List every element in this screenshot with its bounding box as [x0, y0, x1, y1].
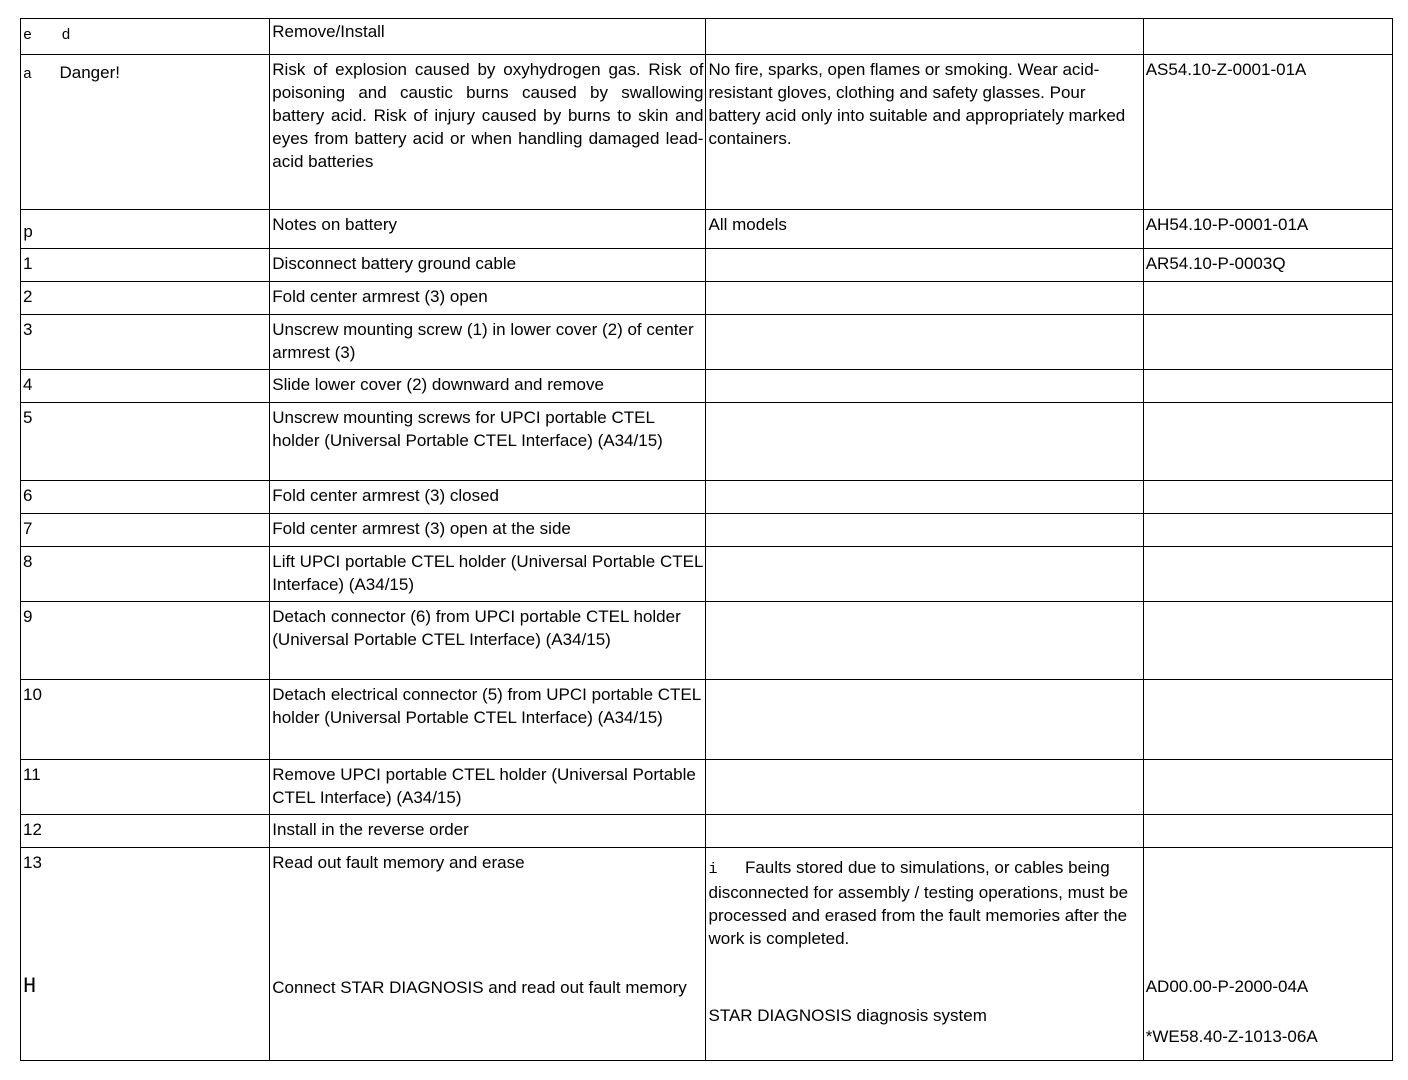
- danger-label-cell: [21, 55, 270, 210]
- step-text: Fold center armrest (3) open: [270, 282, 706, 315]
- step-number: 12: [21, 815, 270, 848]
- step-number: 7: [21, 514, 270, 547]
- step-row: [21, 370, 1393, 403]
- step-text: Lift UPCI portable CTEL holder (Universal Portable CTEL Interface) (A34/15): [270, 547, 706, 602]
- step-ref: [1143, 815, 1392, 848]
- diagnosis-symbol-icon: H: [23, 974, 37, 999]
- step-info: [706, 315, 1143, 370]
- substep-text: Connect STAR DIAGNOSIS and read out fault memory: [272, 978, 687, 997]
- step-ref: [1143, 514, 1392, 547]
- procedure-sheet: [20, 18, 1393, 1061]
- step-number: 11: [21, 760, 270, 815]
- remove-symbol-icon: e: [23, 27, 33, 44]
- danger-text: Risk of explosion caused by oxyhydrogen gas. Risk of poisoning and caustic burns caused by swallowing battery acid. Risk of injury caused by burns to skin and eyes from battery acid or when handling damaged lead-acid batteries: [270, 55, 706, 210]
- note-symbol-cell: [21, 210, 270, 249]
- info-note: [708, 856, 1140, 950]
- final-text-cell: [270, 848, 706, 1061]
- step-ref: [1143, 602, 1392, 680]
- step-text: Fold center armrest (3) closed: [270, 481, 706, 514]
- step-ref: [1143, 760, 1392, 815]
- step-info: [706, 403, 1143, 481]
- step-info: [706, 760, 1143, 815]
- step-info: [706, 249, 1143, 282]
- info-icon: i: [708, 861, 718, 878]
- procedure-table: [20, 18, 1393, 1061]
- step-row: [21, 315, 1393, 370]
- tool-name: STAR DIAGNOSIS diagnosis system: [708, 1006, 987, 1025]
- step-info: [706, 815, 1143, 848]
- step-row: [21, 282, 1393, 315]
- step-info: [706, 514, 1143, 547]
- step-text: Install in the reverse order: [270, 815, 706, 848]
- step-number: 9: [21, 602, 270, 680]
- danger-ref: AS54.10-Z-0001-01A: [1143, 55, 1392, 210]
- info-text: Faults stored due to simulations, or cables being disconnected for assembly / testing operations, must be processed and erased from the fault memories after the work is completed.: [708, 858, 1129, 948]
- step-info: [706, 602, 1143, 680]
- danger-label: Danger!: [59, 63, 120, 82]
- step-text: Unscrew mounting screw (1) in lower cover (2) of center armrest (3): [270, 315, 706, 370]
- danger-row: [21, 55, 1393, 210]
- step-text: Unscrew mounting screws for UPCI portable CTEL holder (Universal Portable CTEL Interface) (A34/15): [270, 403, 706, 481]
- step-ref: [1143, 481, 1392, 514]
- step-number: 6: [21, 481, 270, 514]
- step-info: [706, 547, 1143, 602]
- step-row: [21, 602, 1393, 680]
- step-text: Detach electrical connector (5) from UPCI portable CTEL holder (Universal Portable CTEL Interface) (A34/15): [270, 680, 706, 760]
- step-text: Detach connector (6) from UPCI portable CTEL holder (Universal Portable CTEL Interface) (A34/15): [270, 602, 706, 680]
- note-models: All models: [706, 210, 1143, 249]
- step-ref: [1143, 403, 1392, 481]
- step-text: Remove UPCI portable CTEL holder (Universal Portable CTEL Interface) (A34/15): [270, 760, 706, 815]
- header-symbols: [21, 19, 270, 55]
- step-row: [21, 403, 1393, 481]
- step-number: 4: [21, 370, 270, 403]
- step-ref: [1143, 315, 1392, 370]
- step-number: 1: [21, 249, 270, 282]
- header-title: Remove/Install: [270, 19, 706, 55]
- substep-ref: AD00.00-P-2000-04A: [1145, 977, 1309, 996]
- final-info-cell: [706, 848, 1143, 1061]
- danger-symbol-icon: a: [23, 66, 33, 83]
- step-number: 10: [21, 680, 270, 760]
- step-number: 2: [21, 282, 270, 315]
- header-empty-cell: [706, 19, 1143, 55]
- install-symbol-icon: d: [61, 27, 71, 44]
- step-ref: [1143, 282, 1392, 315]
- step-info: [706, 680, 1143, 760]
- step-row: [21, 680, 1393, 760]
- step-text: Slide lower cover (2) downward and remove: [270, 370, 706, 403]
- step-info: [706, 282, 1143, 315]
- step-number: 8: [21, 547, 270, 602]
- step-ref: [1143, 547, 1392, 602]
- note-row: [21, 210, 1393, 249]
- step-number: 5: [21, 403, 270, 481]
- step-row: [21, 249, 1393, 282]
- step-row: [21, 547, 1393, 602]
- header-row: [21, 19, 1393, 55]
- step-ref: [1143, 680, 1392, 760]
- final-ref-cell: [1143, 848, 1392, 1061]
- step-text: Disconnect battery ground cable: [270, 249, 706, 282]
- step-ref: AR54.10-P-0003Q: [1143, 249, 1392, 282]
- tool-ref: *WE58.40-Z-1013-06A: [1145, 1027, 1318, 1046]
- step-number: 13: [23, 853, 42, 872]
- danger-measures: No fire, sparks, open flames or smoking. Wear acid-resistant gloves, clothing and safety glasses. Pour battery acid only into suitable and appropriately marked containers.: [706, 55, 1143, 210]
- note-ref: AH54.10-P-0001-01A: [1143, 210, 1392, 249]
- step-row: [21, 815, 1393, 848]
- step-text: Fold center armrest (3) open at the side: [270, 514, 706, 547]
- step-info: [706, 481, 1143, 514]
- note-symbol-icon: p: [23, 224, 34, 243]
- step-row: [21, 514, 1393, 547]
- step-row: [21, 481, 1393, 514]
- step-row: [21, 760, 1393, 815]
- final-number-cell: [21, 848, 270, 1061]
- note-text: Notes on battery: [270, 210, 706, 249]
- step-number: 3: [21, 315, 270, 370]
- header-empty-ref: [1143, 19, 1392, 55]
- step-info: [706, 370, 1143, 403]
- final-step-row: [21, 848, 1393, 1061]
- step-ref: [1143, 370, 1392, 403]
- step-text: Read out fault memory and erase: [272, 853, 525, 872]
